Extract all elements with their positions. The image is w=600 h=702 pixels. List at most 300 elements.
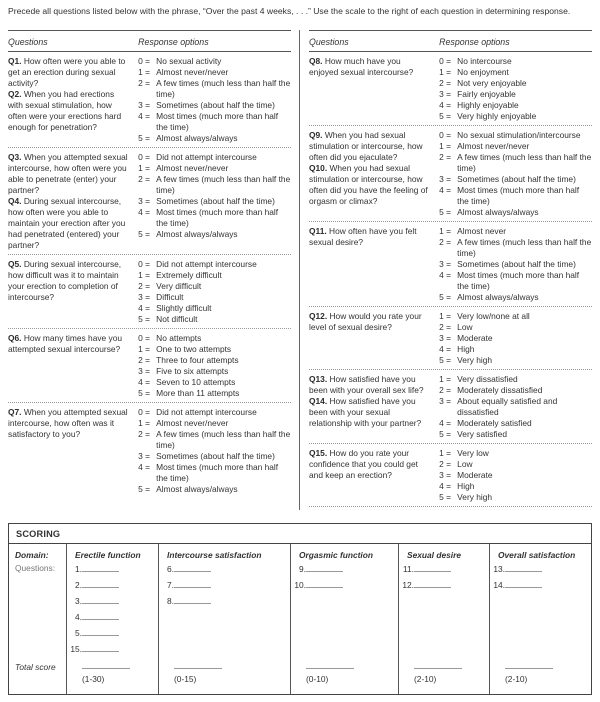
option-value: 1 = [439,225,452,236]
question-score-blank [82,576,119,588]
response-option [138,429,291,451]
response-options-cell [138,56,291,144]
option-label: Very highly enjoyable [457,110,537,121]
question-text: Q7. When you attempted sexual intercourse, how often was it satisfactory to you? [8,406,128,439]
option-value: 5 = [439,206,452,217]
response-option [138,259,291,270]
option-value: 5 = [138,228,151,239]
option-label: Did not attempt intercourse [156,151,257,162]
response-option [439,226,592,237]
total-score-blank [82,659,130,669]
response-option [439,355,592,366]
response-options-header: Response options [138,37,209,47]
question-number: Q6. [8,332,24,343]
option-label: High [457,343,475,354]
question-score-number: 10. [294,580,306,590]
response-option [439,311,592,322]
option-label: Almost always/always [457,291,539,302]
option-label: No attempts [156,332,202,343]
option-value: 3 = [439,88,452,99]
question-score-blank [82,592,119,604]
option-label: Difficult [156,291,184,302]
question-cell [8,152,138,251]
total-score-cell [290,659,398,694]
response-option [138,270,291,281]
total-score-label: Total score [15,662,56,672]
response-option [138,418,291,429]
option-label: Almost never/never [156,66,229,77]
question-score-number: 15. [70,644,82,654]
instruction-text: Precede all questions listed below with the phrase, “Over the past 4 weeks, . . .” Use the scale to the right of each question in determining response. [8,6,571,16]
question-text: Q12. How would you rate your level of sexual desire? [309,310,422,332]
scoring-domain-title: Erectile function [66,544,158,560]
question-score-number: 14. [493,580,505,590]
question-score-row [401,560,489,576]
response-option [439,141,592,152]
option-value: 4 = [439,99,452,110]
question-number: Q15. [309,447,330,458]
response-option [439,459,592,470]
response-option [439,374,592,385]
option-value: 0 = [138,55,151,66]
total-score-cell [158,659,290,694]
option-value: 0 = [138,151,151,162]
option-label: Sometimes (about half the time) [457,173,576,184]
total-score-blank [174,659,222,669]
option-label: Not very enjoyable [457,77,527,88]
question-score-row [69,608,158,624]
option-label: A few times (much less than half the time) [156,77,291,99]
option-value: 3 = [138,195,151,206]
option-value: 0 = [138,258,151,269]
option-label: Almost always/always [156,483,238,494]
option-label: Moderate [457,332,493,343]
question-text: Q3. When you attempted sexual intercourse, how often were you able to penetrate (enter) your partner? [8,151,128,195]
option-value: 2 = [439,236,452,247]
response-option [439,56,592,67]
response-option [439,152,592,174]
response-option [439,78,592,89]
option-label: Very dissatisfied [457,373,518,384]
response-option [439,481,592,492]
questions-label: Questions: [15,563,56,573]
response-option [138,67,291,78]
scoring-title: SCORING [9,524,591,544]
score-range: (2-10) [414,674,437,684]
response-option [138,333,291,344]
option-value: 4 = [439,269,452,280]
response-option [138,78,291,100]
option-label: More than 11 attempts [156,387,240,398]
response-option [138,56,291,67]
response-option [439,111,592,122]
option-value: 2 = [138,428,151,439]
option-label: Very high [457,491,493,502]
response-options-cell [138,407,291,495]
question-score-blank [306,560,343,572]
scoring-grid [9,544,591,694]
question-score-blank [82,640,119,652]
response-option [138,366,291,377]
response-option [138,133,291,144]
option-value: 3 = [439,332,452,343]
question-score-row [492,576,591,592]
option-value: 1 = [439,447,452,458]
domain-label: Domain: [15,550,49,560]
option-label: Seven to 10 attempts [156,376,236,387]
question-text: Q14. How satisfied have you been with your sexual relationship with your partner? [309,395,422,428]
response-option [439,100,592,111]
question-score-number: 4. [75,612,82,622]
question-score-row [293,560,398,576]
question-text: Q10. When you had sexual stimulation or intercourse, how often did you have the feeling of orgasm or climax? [309,162,428,206]
question-number: Q3. [8,151,24,162]
option-label: Moderate [457,469,493,480]
question-cell [309,226,439,303]
question-blocks-left [8,52,291,498]
option-label: Low [457,458,473,469]
option-value: 2 = [138,173,151,184]
question-score-number: 5. [75,628,82,638]
question-text: Q1. How often were you able to get an erection during sexual activity? [8,55,126,88]
option-label: Very low/none at all [457,310,530,321]
question-score-number: 2. [75,580,82,590]
question-number: Q13. [309,373,330,384]
option-value: 3 = [138,291,151,302]
question-cell [8,56,138,144]
question-cell [309,374,439,440]
question-score-row [69,624,158,640]
response-option [138,462,291,484]
question-number: Q14. [309,395,330,406]
response-options-cell [138,152,291,251]
question-score-number: 12. [402,580,414,590]
question-block [8,402,291,498]
question-number: Q11. [309,225,330,236]
option-label: High [457,480,475,491]
option-label: Most times (much more than half the time) [457,184,580,206]
total-score-blank [414,659,462,669]
total-score-blank [306,659,354,669]
option-label: Three to four attempts [156,354,239,365]
response-option [439,207,592,218]
scoring-items-cell [290,560,398,659]
scoring-domain-title: Sexual desire [398,544,489,560]
option-value: 0 = [439,129,452,140]
question-blocks-right [309,52,592,507]
response-option [138,207,291,229]
question-number: Q4. [8,195,24,206]
option-label: Five to six attempts [156,365,229,376]
option-value: 4 = [138,206,151,217]
question-cell [8,259,138,325]
response-option [138,344,291,355]
option-value: 1 = [138,162,151,173]
question-score-row [69,560,158,576]
response-option [439,89,592,100]
question-text: Q9. When you had sexual stimulation or intercourse, how often did you ejaculate? [309,129,423,162]
response-option [138,100,291,111]
question-score-row [69,576,158,592]
scoring-domain-title: Overall satisfaction [489,544,591,560]
option-label: About equally satisfied and dissatisfied [457,395,558,417]
option-label: No enjoyment [457,66,509,77]
question-cell [8,407,138,495]
option-value: 2 = [439,384,452,395]
scoring-items-cell [66,560,158,659]
column-header-right [309,30,592,52]
option-label: Did not attempt intercourse [156,258,257,269]
question-score-number: 7. [167,580,174,590]
option-label: Almost never/never [156,417,229,428]
response-option [138,196,291,207]
question-score-row [492,560,591,576]
option-value: 4 = [439,184,452,195]
option-value: 1 = [439,140,452,151]
option-label: A few times (much less than half the time) [156,428,291,450]
option-value: 0 = [439,55,452,66]
option-label: Very difficult [156,280,202,291]
total-score-cell [489,659,591,694]
option-label: Almost always/always [156,228,238,239]
option-value: 4 = [439,417,452,428]
question-score-row [161,592,290,608]
option-value: 1 = [138,66,151,77]
option-label: Very low [457,447,489,458]
response-option [439,322,592,333]
question-score-row [401,576,489,592]
question-score-row [69,640,158,656]
question-block [8,328,291,402]
question-score-row [293,576,398,592]
score-range: (1-30) [82,674,105,684]
option-value: 3 = [439,395,452,406]
question-score-number: 8. [167,596,174,606]
option-value: 5 = [439,291,452,302]
question-text: Q8. How much have you enjoyed sexual intercourse? [309,55,414,77]
question-score-blank [505,576,542,588]
questions-header: Questions [8,37,48,47]
question-block [8,254,291,328]
question-number: Q5. [8,258,24,269]
response-option [439,67,592,78]
questions-column-right [309,30,592,514]
option-label: Sometimes (about half the time) [156,99,275,110]
response-options-cell [439,56,592,122]
option-value: 2 = [138,280,151,291]
option-value: 3 = [439,258,452,269]
response-option [439,185,592,207]
option-label: A few times (much less than half the time) [156,173,291,195]
response-option [138,303,291,314]
scoring-domain-title: Intercourse satisfaction [158,544,290,560]
option-label: Moderately dissatisfied [457,384,543,395]
response-options-cell [439,374,592,440]
option-value: 2 = [138,354,151,365]
option-label: Almost always/always [156,132,238,143]
question-score-number: 3. [75,596,82,606]
response-option [138,292,291,303]
response-option [138,281,291,292]
question-text: Q6. How many times have you attempted sexual intercourse? [8,332,123,354]
response-option [439,270,592,292]
response-option [439,174,592,185]
option-value: 4 = [138,110,151,121]
option-label: Extremely difficult [156,269,222,280]
option-value: 4 = [138,302,151,313]
option-value: 3 = [439,173,452,184]
question-cell [309,56,439,122]
option-value: 2 = [439,151,452,162]
score-range: (0-10) [306,674,329,684]
scoring-domain-title: Orgasmic function [290,544,398,560]
option-value: 2 = [439,458,452,469]
question-score-blank [414,560,451,572]
option-label: Sometimes (about half the time) [156,195,275,206]
option-value: 1 = [439,66,452,77]
option-value: 4 = [439,480,452,491]
question-score-blank [306,576,343,588]
response-option [138,355,291,366]
option-value: 1 = [138,417,151,428]
response-options-cell [138,259,291,325]
option-value: 0 = [138,332,151,343]
option-label: Sometimes (about half the time) [156,450,275,461]
option-value: 5 = [439,491,452,502]
response-option [439,130,592,141]
scoring-items-cell [158,560,290,659]
questions-column-left [8,30,291,514]
question-block [309,221,592,306]
total-score-cell [66,659,158,694]
option-value: 4 = [138,376,151,387]
response-option [439,259,592,270]
question-score-number: 11. [402,564,414,574]
question-number: Q1. [8,55,24,66]
question-block [309,369,592,443]
option-value: 5 = [138,483,151,494]
scoring-items-cell [489,560,591,659]
question-cell [309,311,439,366]
response-options-cell [439,226,592,303]
response-options-cell [439,448,592,503]
option-label: Almost always/always [457,206,539,217]
option-label: Almost never [457,225,507,236]
question-text: Q15. How do you rate your confidence that you could get and keep an erection? [309,447,418,480]
question-text: Q5. During sexual intercourse, how difficult was it to maintain your erection to completion of intercourse? [8,258,122,302]
question-block [8,147,291,254]
option-value: 2 = [439,321,452,332]
response-option [439,448,592,459]
option-label: Most times (much more than half the time) [457,269,580,291]
score-range: (2-10) [505,674,528,684]
response-option [439,237,592,259]
question-score-row [161,560,290,576]
question-score-blank [505,560,542,572]
response-option [439,470,592,481]
option-value: 2 = [439,77,452,88]
option-label: No sexual activity [156,55,222,66]
response-option [439,292,592,303]
option-label: Most times (much more than half the time) [156,110,279,132]
question-score-number: 6. [167,564,174,574]
option-label: Fairly enjoyable [457,88,516,99]
question-number: Q7. [8,406,24,417]
response-options-cell [439,130,592,218]
option-label: Low [457,321,473,332]
response-option [138,484,291,495]
questions-header: Questions [309,37,349,47]
question-score-number: 9. [299,564,306,574]
option-label: Almost never/never [457,140,530,151]
option-label: Almost never/never [156,162,229,173]
response-option [439,396,592,418]
response-option [439,492,592,503]
question-block [309,52,592,125]
column-divider [299,30,300,510]
column-header-left [8,30,291,52]
response-option [138,388,291,399]
question-score-blank [174,576,211,588]
option-label: Sometimes (about half the time) [457,258,576,269]
option-label: Most times (much more than half the time) [156,461,279,483]
option-label: One to two attempts [156,343,232,354]
question-score-number: 1. [75,564,82,574]
option-label: No sexual stimulation/intercourse [457,129,581,140]
option-label: Slightly difficult [156,302,212,313]
scoring-table [8,523,592,695]
response-option [439,344,592,355]
question-number: Q9. [309,129,325,140]
option-label: Most times (much more than half the time) [156,206,279,228]
question-score-blank [82,624,119,636]
option-value: 1 = [439,373,452,384]
response-option [138,111,291,133]
response-option [439,333,592,344]
question-score-blank [82,608,119,620]
question-score-number: 13. [493,564,505,574]
option-label: No intercourse [457,55,512,66]
option-value: 3 = [138,99,151,110]
option-value: 0 = [138,406,151,417]
score-range: (0-15) [174,674,197,684]
option-value: 3 = [138,365,151,376]
question-block [8,52,291,147]
option-value: 3 = [439,469,452,480]
option-value: 4 = [439,343,452,354]
option-label: A few times (much less than half the time) [457,151,592,173]
question-number: Q10. [309,162,330,173]
option-label: Highly enjoyable [457,99,519,110]
question-text: Q2. When you had erections with sexual stimulation, how often were your erections hard enough for penetration? [8,88,122,132]
response-option [439,429,592,440]
question-number: Q2. [8,88,24,99]
option-label: A few times (much less than half the time) [457,236,592,258]
question-block [309,443,592,506]
question-cell [8,333,138,399]
scoring-items-cell [398,560,489,659]
option-value: 5 = [439,428,452,439]
question-score-blank [82,560,119,572]
question-score-row [161,576,290,592]
question-text: Q13. How satisfied have you been with your overall sex life? [309,373,424,395]
questions-area [8,30,592,514]
question-number: Q8. [309,55,325,66]
option-value: 5 = [138,313,151,324]
response-options-cell [138,333,291,399]
question-score-blank [414,576,451,588]
response-option [138,163,291,174]
